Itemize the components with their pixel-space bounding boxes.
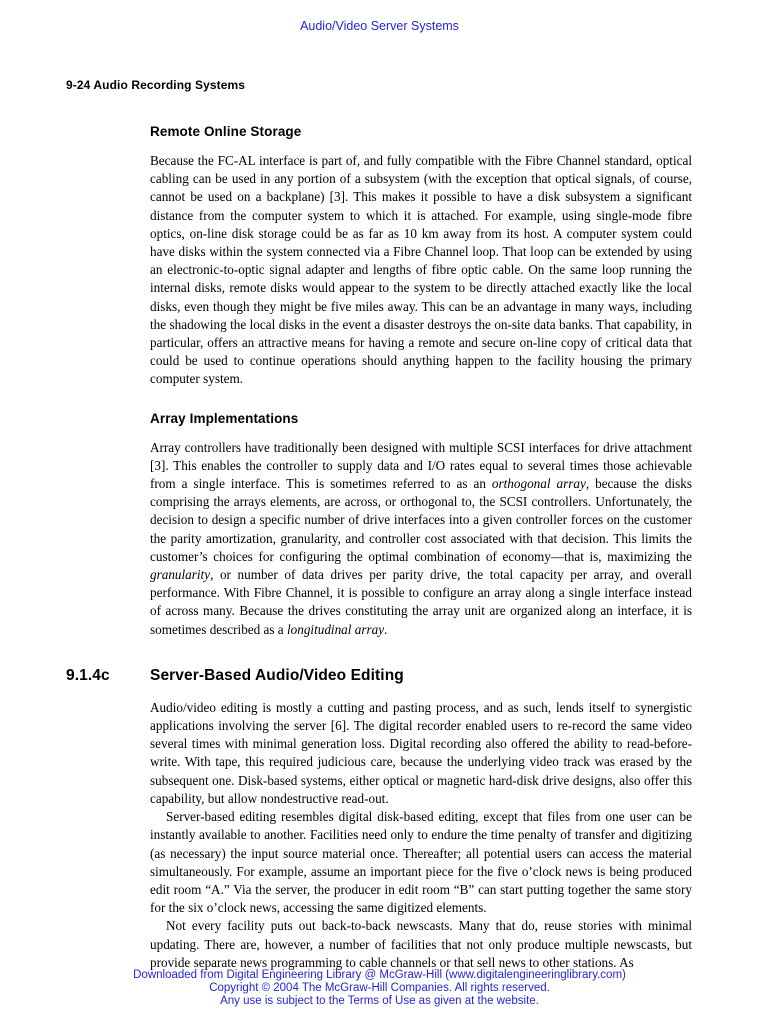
section-heading-remote-online-storage: Remote Online Storage	[150, 124, 302, 139]
footer-line-terms: Any use is subject to the Terms of Use as given at the website.	[220, 995, 539, 1007]
page-number-heading: 9-24 Audio Recording Systems	[66, 78, 246, 92]
footer-line-copyright: Copyright © 2004 The McGraw-Hill Companies. All rights reserved.	[209, 982, 550, 994]
page-footer	[0, 969, 759, 1008]
section-number: 9.1.4c	[66, 666, 110, 684]
running-header: Audio/Video Server Systems	[300, 19, 459, 33]
paragraph-editing-1: Audio/video editing is mostly a cutting and pasting process, and as such, lends itself to synergistic applications involving the server [6]. The digital recorder enabled users to re-record the same video several times with minimal generation loss. Digital recording also offered the ability to read-before-write. With tape, this required judicious care, because the underlying video track was erased by the subsequent one. Disk-based systems, either optical or magnetic hard-disk drive designs, also offer this capability, but allow nondestructive read-out.	[150, 699, 692, 806]
footer-line-download: Downloaded from Digital Engineering Library @ McGraw-Hill (www.digitalengineeringlibrary.com)	[133, 969, 626, 981]
paragraph-array-implementations: Array controllers have traditionally been designed with multiple SCSI interfaces for drive attachment [3]. This enables the controller to supply data and I/O rates equal to several times those achievable from a single interface. This is sometimes referred to as an orthogonal array, because the disks comprising the arrays elements, are across, or orthogonal to, the SCSI controllers. Unfortunately, the decision to design a specific number of drive interfaces into a given controller forces on the customer the parity amortization, granularity, and controller cost associated with that decision. This limits the customer’s choices for configuring the optimal combination of economy—that is, maximizing the granularity, or number of data drives per parity drive, the total capacity per array, and overall performance. With Fibre Channel, it is possible to configure an array along a single interface instead of across many. Because the drives constituting the array unit are organized along an interface, it is sometimes described as a longitudinal array.	[150, 439, 692, 637]
paragraph-editing-3: Not every facility puts out back-to-back newscasts. Many that do, reuse stories with minimal updating. There are, however, a number of facilities that not only produce multiple newscasts, but provide separate news programming to cable channels or that sell news to other stations. As	[150, 918, 692, 970]
page-content	[66, 124, 692, 972]
paragraph-editing-2: Server-based editing resembles digital disk-based editing, except that files from one user can be instantly available to another. Facilities need only to endure the time penalty of transfer and digitizing (as necessary) the input source material once. Thereafter; all potential users can access the material simultaneously. For example, assume an important piece for the five o’clock news is being produced edit room “A.” Via the server, the producer in edit room “B” can start putting together the same story for the six o’clock news, accessing the same digitized elements.	[150, 809, 692, 916]
section-heading-server-based-editing: Server-Based Audio/Video Editing	[150, 666, 404, 684]
section-title-row	[66, 666, 692, 685]
paragraph-remote-online-storage: Because the FC-AL interface is part of, and fully compatible with the Fibre Channel standard, optical cabling can be used in any portion of a subsystem (with the exception that optical signals, of course, cannot be used on a backplane) [3]. This makes it possible to have a disk subsystem a significant distance from the computer system to which it is attached. For example, using single-mode fibre optics, on-line disk storage could be as far as 10 km away from its host. A computer system could have disks within the system connected via a Fibre Channel loop. That loop can be extended by using an electronic-to-optic signal adapter and lengths of fibre optic cable. On the same loop running the internal disks, remote disks would appear to the system to be directly attached exactly like the local disks, even though they might be five miles away. This can be an advantage in many ways, including the shadowing the local disks in the event a disaster destroys the on-site data banks. That capability, in particular, offers an attractive means for having a remote and secure on-line copy of critical data that could be used to continue operations should anything happen to the facility housing the primary computer system.	[150, 153, 692, 387]
section-heading-array-implementations: Array Implementations	[150, 410, 299, 426]
